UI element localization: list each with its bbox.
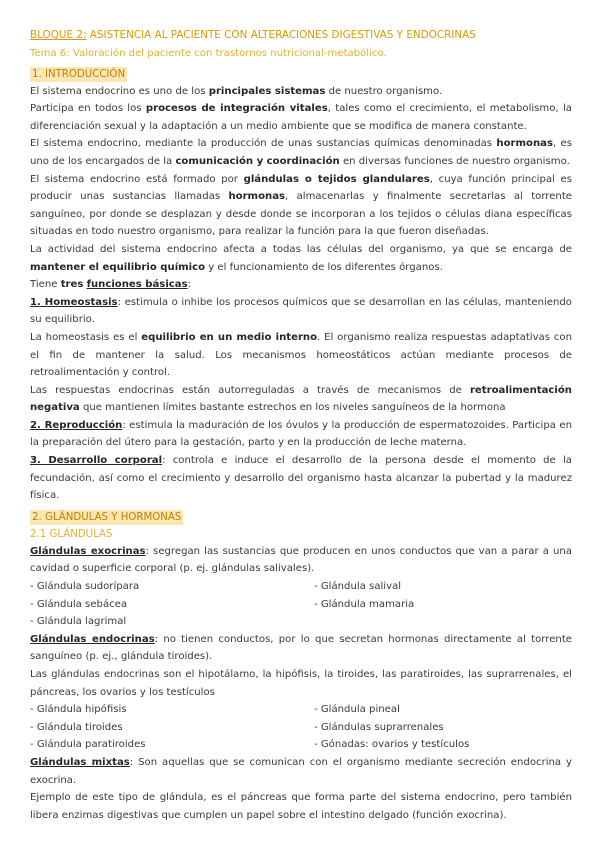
- paragraph: Ejemplo de este tipo de glándula, es el páncreas que forma parte del sistema endocrino, pero también libera enzimas digestivas que cumplen un papel sobre el intestino delgado (función exocrina).: [30, 792, 572, 821]
- bold-text: tres: [60, 279, 84, 291]
- text: : controla e induce el desarrollo de la persona desde el momento de la fecundación, así como el crecimiento y desarrollo del organismo hasta alcanzar la pubertad y la madurez física.: [30, 455, 572, 502]
- exocrine-definition: [30, 543, 572, 578]
- text: Tiene: [30, 279, 61, 291]
- text: : estimula la maduración de los óvulos y la producción de espermatozoides. Participa en la preparación del útero para la gestación, parto y en la producción de leche materna.: [30, 419, 572, 449]
- list-item: - Glándula lagrimal: [30, 616, 127, 628]
- list-item: - Glándula pineal: [314, 704, 400, 716]
- text: y el funcionamiento de los diferentes órganos.: [205, 261, 443, 273]
- text: que mantienen límites bastante estrechos en los niveles sanguíneos de la hormona: [79, 402, 506, 414]
- bold-text: retroalimentación negativa: [30, 384, 572, 414]
- text: : no tienen conductos, por lo que secretan hormonas directamente al torrente sanguíneo (p. ej., glándula tiroides).: [30, 633, 572, 663]
- gland-type-title: Glándulas mixtas: [30, 756, 130, 768]
- paragraph: [30, 329, 572, 382]
- paragraph: [30, 171, 572, 241]
- block-prefix: BLOQUE 2:: [30, 29, 87, 41]
- list-row: [30, 719, 572, 737]
- block-name: ASISTENCIA AL PACIENTE CON ALTERACIONES DIGESTIVAS Y ENDOCRINAS: [86, 29, 476, 41]
- paragraph: Las glándulas endocrinas son el hipotálamo, la hipófisis, la tiroides, las paratiroides, las suprarrenales, el páncreas, los ovarios y los testículos: [30, 669, 572, 698]
- topic-title: Tema 6: Valoración del paciente con trastornos nutricional-metabólico.: [30, 47, 387, 59]
- paragraph: [30, 100, 572, 135]
- list-item: - Glándula tiroides: [30, 721, 123, 733]
- text: :: [187, 279, 191, 291]
- function-title: 1. Homeostasis: [30, 296, 118, 308]
- text: El sistema endocrino es uno de los: [30, 85, 209, 97]
- bold-text: equilibrio en un medio interno: [141, 331, 318, 343]
- exocrine-list: [30, 578, 572, 631]
- text: , cuya función principal es producir unas sustancias llamadas: [30, 173, 572, 203]
- function-reproduccion: [30, 417, 572, 452]
- section-heading-glands: 2. GLÁNDULAS Y HORMONAS: [32, 511, 182, 523]
- bold-text: comunicación y coordinación: [175, 155, 340, 167]
- block-title: [30, 27, 572, 45]
- bold-text: hormonas: [496, 138, 553, 150]
- text: , almacenarlas y finalmente secretarlas al torrente sanguíneo, por donde se desplazan y desde donde se incorporan a los tejidos o células diana específicas situadas en todo nuestro organismo, para realizar la función para la que fueron diseñadas.: [30, 191, 573, 238]
- list-item: [314, 613, 572, 631]
- list-item: - Glándula hipófisis: [30, 704, 127, 716]
- paragraph: [30, 135, 572, 170]
- text: Participa en todos los: [30, 103, 146, 115]
- list-row: [30, 596, 572, 614]
- text: La homeostasis es el: [30, 331, 142, 343]
- bold-underlined-text: funciones básicas: [86, 279, 188, 291]
- text: . El organismo realiza respuestas adaptativas con el fin de mantener la salud. Los mecanismos homeostáticos actúan mediante procesos de retroalimentación y control.: [30, 331, 572, 379]
- endocrine-definition: [30, 631, 572, 666]
- function-desarrollo: [30, 452, 572, 505]
- endocrine-list: [30, 701, 572, 754]
- list-row: [30, 701, 572, 719]
- function-title: 3. Desarrollo corporal: [30, 455, 163, 467]
- bold-text: hormonas: [228, 191, 286, 203]
- paragraph: [30, 382, 572, 417]
- section-heading-intro: 1. INTRODUCCIÓN: [32, 68, 126, 80]
- list-item: - Glándula mamaria: [314, 598, 415, 610]
- text: , tales como el crecimiento, el metabolismo, la diferenciación sexual y la adaptación a un medio ambiente que se modifica de manera constante.: [30, 103, 572, 132]
- function-homeostasis: [30, 294, 572, 329]
- gland-type-title: Glándulas endocrinas: [30, 633, 155, 645]
- list-row: [30, 736, 572, 754]
- list-item: - Glándula sebácea: [30, 598, 128, 610]
- list-row: [30, 578, 572, 596]
- bold-text: mantener el equilibrio químico: [30, 261, 206, 273]
- text: La actividad del sistema endocrino afecta a todas las células del organismo, ya que se encarga de: [30, 243, 572, 255]
- text: El sistema endocrino está formado por: [30, 173, 244, 185]
- text: El sistema endocrino, mediante la producción de unas sustancias químicas denominadas: [30, 138, 497, 150]
- gland-type-title: Glándulas exocrinas: [30, 545, 146, 557]
- paragraph: [30, 276, 572, 294]
- bold-text: principales sistemas: [208, 85, 326, 97]
- mixed-definition: [30, 754, 572, 789]
- text: en diversas funciones de nuestro organismo.: [339, 155, 570, 167]
- list-item: - Gónadas: ovarios y testículos: [314, 739, 470, 751]
- text: : segregan las sustancias que producen en unos conductos que van a parar a una cavidad o superficie corporal (p. ej. glándulas salivales).: [30, 545, 572, 575]
- list-item: - Glándula paratiroides: [30, 739, 146, 751]
- list-item: - Glándula sudorípara: [30, 581, 140, 593]
- text: Las respuestas endocrinas están autorreguladas a través de mecanismos de: [30, 384, 470, 396]
- subsection-heading: 2.1 GLÁNDULAS: [30, 528, 113, 540]
- list-item: - Glándula salival: [314, 581, 402, 593]
- paragraph: [30, 241, 572, 276]
- bold-text: glándulas o tejidos glandulares: [243, 173, 430, 185]
- function-title: 2. Reproducción: [30, 419, 123, 431]
- text: , es uno de los encargados de la: [30, 138, 572, 167]
- text: : estimula o inhibe los procesos químicos que se desarrollan en las células, manteniendo su equilibrio.: [30, 296, 572, 326]
- text: : Son aquellas que se comunican con el organismo mediante secreción endocrina y exocrina.: [30, 756, 572, 786]
- list-item: - Glándulas suprarrenales: [314, 721, 444, 733]
- list-row: [30, 613, 572, 631]
- text: de nuestro organismo.: [325, 85, 443, 97]
- bold-text: procesos de integración vitales: [145, 103, 328, 115]
- paragraph: [30, 83, 572, 101]
